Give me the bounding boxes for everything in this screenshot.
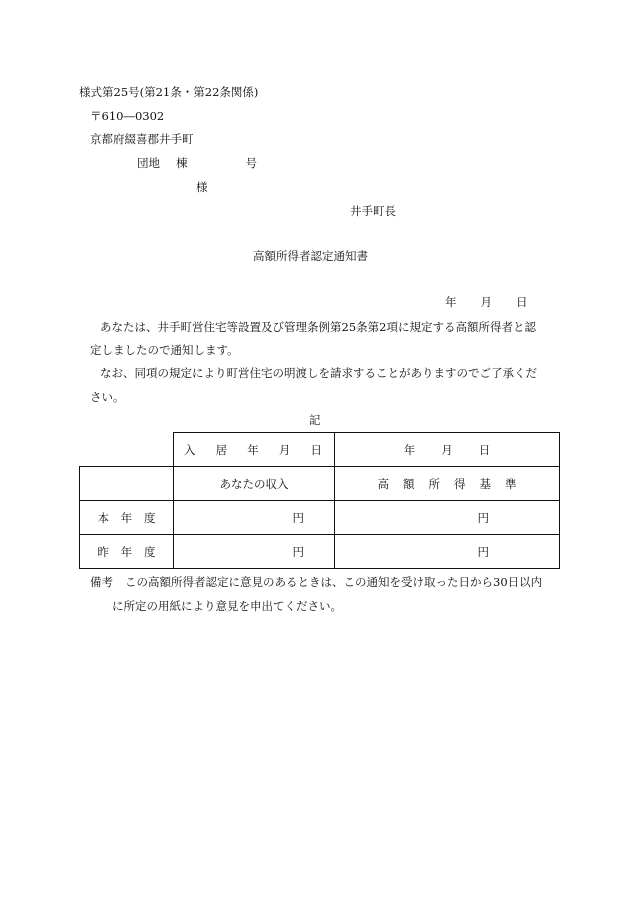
tou-label: 棟 [176, 156, 188, 170]
blank-cell [80, 467, 174, 501]
row-label-current-year [80, 501, 174, 535]
label-char: 本 [97, 510, 109, 525]
para2-line2: さい。 [90, 390, 125, 404]
day-char: 日 [478, 442, 491, 457]
remarks-text-1: この高額所得者認定に意見のあるときは、この通知を受け取った日から30日以内 [125, 575, 543, 589]
table-row [80, 467, 560, 501]
nyukyo-date-header [174, 433, 335, 467]
nyukyo-char: 入 [184, 442, 196, 457]
danchi-label: 団地 [137, 156, 160, 170]
year-char: 年 [403, 442, 416, 457]
day-char: 日 [310, 442, 322, 457]
para1-line1: あなたは、井手町営住宅等設置及び管理条例第25条第2項に規定する高額所得者と認 [100, 320, 536, 334]
basis-header [335, 467, 560, 501]
month-char: 月 [441, 442, 453, 457]
table-row [80, 501, 560, 535]
remarks-line2: に所定の用紙により意見を申出てください。 [112, 599, 342, 613]
remarks-label: 備考 [90, 575, 113, 589]
date-day: 日 [516, 295, 528, 309]
label-char: 昨 [97, 544, 109, 559]
sender: 井手町長 [350, 204, 396, 218]
gou-label: 号 [245, 156, 257, 170]
basis-char: 得 [454, 476, 466, 491]
label-char: 度 [144, 544, 156, 559]
date-header [335, 433, 560, 467]
year-char: 年 [247, 442, 259, 457]
date-month: 月 [480, 295, 492, 309]
sama-label: 様 [196, 180, 208, 194]
label-char: 度 [144, 510, 156, 525]
date-year: 年 [445, 295, 457, 309]
kyo-char: 居 [215, 442, 228, 457]
para1-line2: 定しましたので通知します。 [90, 343, 239, 357]
document-title: 高額所得者認定通知書 [253, 249, 368, 263]
basis-char: 高 [377, 476, 389, 491]
label-char: 年 [120, 510, 133, 525]
postal-code: 〒610―0302 [90, 109, 165, 123]
label-char: 年 [120, 544, 133, 559]
row-label-previous-year [80, 535, 174, 569]
income-current-year: 円 [174, 501, 335, 535]
basis-char: 額 [403, 476, 415, 491]
income-header: あなたの収入 [174, 467, 335, 501]
remarks-line1 [90, 574, 542, 590]
table-row [80, 433, 560, 467]
month-char: 月 [278, 442, 291, 457]
basis-char: 基 [479, 476, 491, 491]
para2-line1: なお、同項の規定により町営住宅の明渡しを請求することがありますのでご了承くだ [100, 366, 537, 380]
record-table [79, 432, 560, 569]
danchi-line [137, 155, 257, 171]
basis-previous-year: 円 [335, 535, 560, 569]
blank-cell [80, 433, 174, 467]
address: 京都府綴喜郡井手町 [90, 132, 194, 146]
income-previous-year: 円 [174, 535, 335, 569]
date-line [445, 294, 528, 310]
basis-char: 所 [428, 476, 440, 491]
form-number: 様式第25号(第21条・第22条関係) [79, 85, 259, 99]
basis-char: 準 [505, 476, 517, 491]
basis-current-year: 円 [335, 501, 560, 535]
ki-label: 記 [309, 413, 321, 427]
table-row [80, 535, 560, 569]
